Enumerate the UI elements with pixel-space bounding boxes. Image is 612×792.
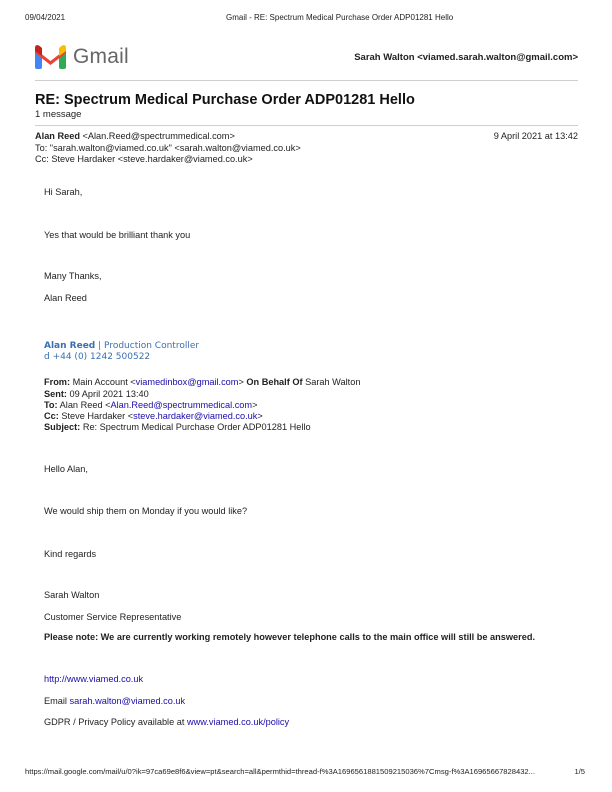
gdpr-link[interactable]: www.viamed.co.uk/policy <box>186 717 290 727</box>
email-link[interactable]: sarah.walton@viamed.co.uk <box>69 696 186 706</box>
quoted-cc-email-link[interactable]: steve.hardaker@viamed.co.uk <box>133 411 258 421</box>
sender <box>35 131 235 141</box>
thread-subject: RE: Spectrum Medical Purchase Order ADP01281 Hello <box>35 92 415 108</box>
quoted-subject-label: Subject: <box>44 422 81 432</box>
quoted-to-name: Alan Reed < <box>59 400 111 410</box>
quoted-greeting: Hello Alan, <box>44 464 88 474</box>
quoted-cc-name: Steve Hardaker < <box>61 411 134 421</box>
message-cc: Cc: Steve Hardaker <steve.hardaker@viamed.co.uk> <box>35 154 253 164</box>
quoted-from-email-link[interactable]: viamedinbox@gmail.com <box>135 377 239 387</box>
account-label: Sarah Walton <viamed.sarah.walton@gmail.com> <box>354 52 578 63</box>
header-divider <box>35 80 578 81</box>
quoted-from-label: From: <box>44 377 71 387</box>
sender-email: <Alan.Reed@spectrummedical.com> <box>82 131 235 141</box>
signature-role: Production Controller <box>104 341 200 351</box>
message-to: To: "sarah.walton@viamed.co.uk" <sarah.walton@viamed.co.uk> <box>35 143 301 153</box>
signature-phone: d +44 (0) 1242 500522 <box>44 352 151 362</box>
quoted-role: Customer Service Representative <box>44 612 182 622</box>
subject-divider <box>35 125 578 126</box>
quoted-to-email-link[interactable]: Alan.Reed@spectrummedical.com <box>110 400 253 410</box>
quoted-line1: We would ship them on Monday if you would like? <box>44 506 248 516</box>
quoted-sent-label: Sent: <box>44 389 67 399</box>
remote-notice: Please note: We are currently working remotely however telephone calls to the main office will still be answered. <box>44 632 535 642</box>
quoted-behalf-name: Sarah Walton <box>305 377 361 387</box>
quoted-subject-value: Re: Spectrum Medical Purchase Order ADP01281 Hello <box>82 422 311 432</box>
signature-name: Alan Reed <box>44 341 96 351</box>
signature-separator: | <box>98 341 102 351</box>
quoted-behalf-label: On Behalf Of <box>246 377 303 387</box>
gdpr-line <box>44 717 289 727</box>
message-date: 9 April 2021 at 13:42 <box>493 131 578 141</box>
quoted-from-name: Main Account < <box>72 377 136 387</box>
body-line1: Yes that would be brilliant thank you <box>44 230 191 240</box>
print-url: https://mail.google.com/mail/u/0?ik=97ca69e8f6&view=pt&search=all&permthid=thread-f%3A1696561881509215036%7Cmsg-f%3A16965667828432... <box>25 767 535 776</box>
email-label: Email <box>44 696 67 706</box>
page-number: 1/5 <box>574 767 585 776</box>
quoted-from: From: Main Account <viamedinbox@gmail.com> On Behalf Of Sarah Walton <box>44 377 361 387</box>
email-line <box>44 696 185 706</box>
print-title: Gmail - RE: Spectrum Medical Purchase Order ADP01281 Hello <box>226 13 454 22</box>
sender-name: Alan Reed <box>35 131 80 141</box>
gmail-logo-icon <box>35 44 66 69</box>
quoted-name: Sarah Walton <box>44 590 100 600</box>
quoted-to: To: Alan Reed <Alan.Reed@spectrummedical.com> <box>44 400 258 410</box>
quoted-regards: Kind regards <box>44 549 97 559</box>
gdpr-label: GDPR / Privacy Policy available at <box>44 717 185 727</box>
message-count: 1 message <box>35 109 82 120</box>
body-thanks: Many Thanks, <box>44 271 102 281</box>
gmail-wordmark: Gmail <box>73 45 129 68</box>
website-link[interactable]: http://www.viamed.co.uk <box>44 674 144 684</box>
body-greeting: Hi Sarah, <box>44 187 83 197</box>
body-signoff: Alan Reed <box>44 293 87 303</box>
quoted-to-label: To: <box>44 400 58 410</box>
print-date: 09/04/2021 <box>25 13 66 22</box>
quoted-sent <box>44 389 149 399</box>
quoted-cc: Cc: Steve Hardaker <steve.hardaker@viamed.co.uk> <box>44 411 263 421</box>
quoted-subject <box>44 422 311 432</box>
quoted-sent-value: 09 April 2021 13:40 <box>69 389 149 399</box>
signature-line <box>44 341 199 351</box>
quoted-cc-label: Cc: <box>44 411 59 421</box>
